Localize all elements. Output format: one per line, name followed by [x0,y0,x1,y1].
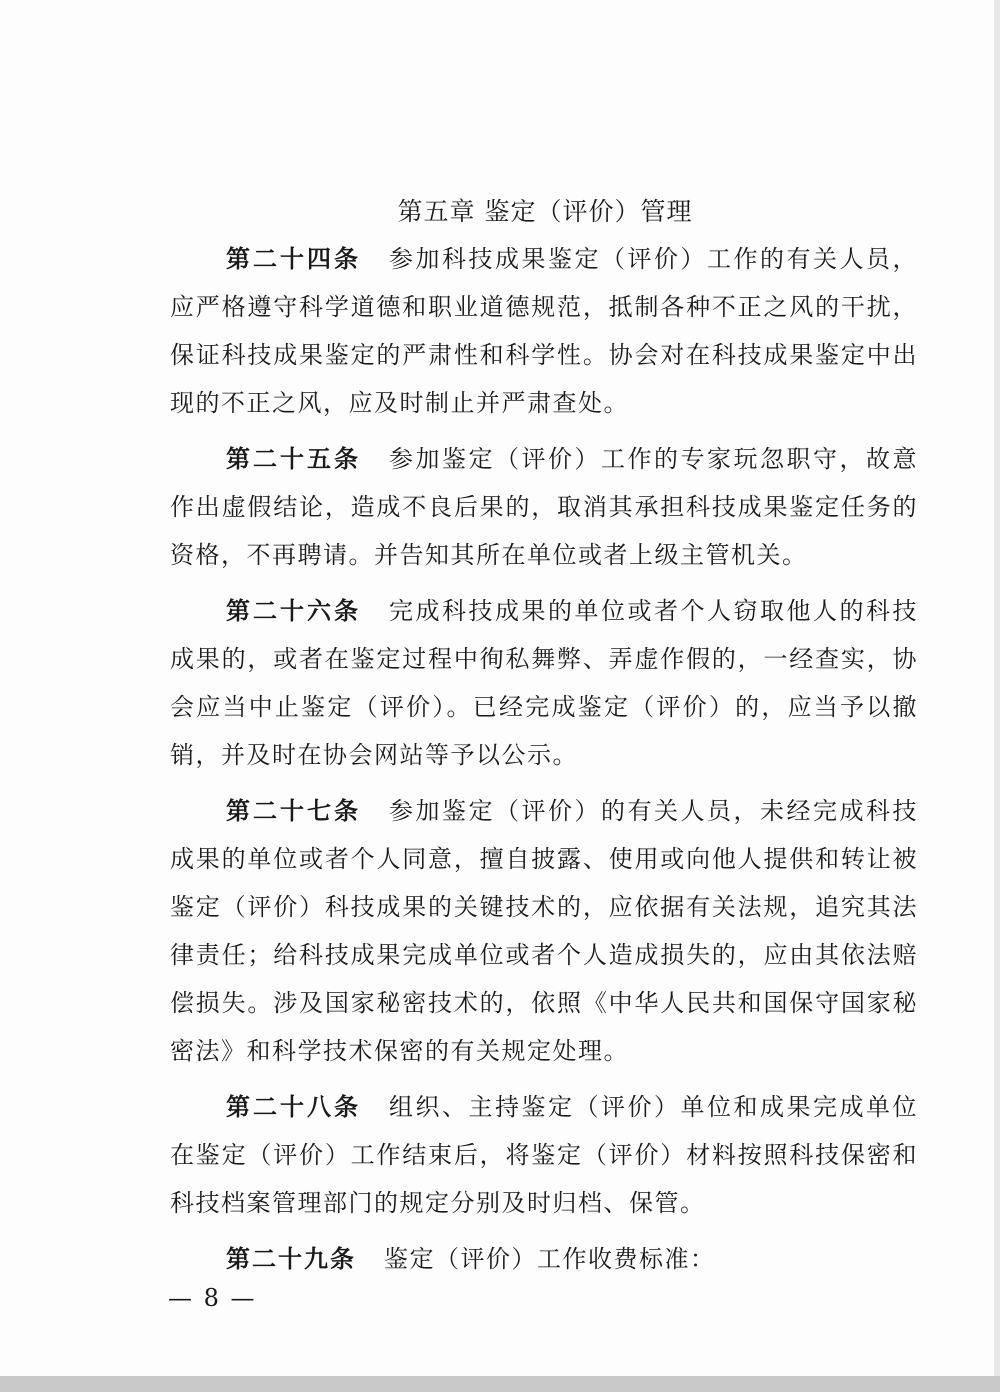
article-text: 完成科技成果的单位或者个人窃取他人的科技成果的，或者在鉴定过程中徇私舞弊、弄虚作假的，一经查实，协会应当中止鉴定（评价）。已经完成鉴定（评价）的，应当予以撤销，并及时在协会网站等予以公示。 [170,597,918,769]
article-text: 组织、主持鉴定（评价）单位和成果完成单位在鉴定（评价）工作结束后，将鉴定（评价）材料按照科技保密和科技档案管理部门的规定分别及时归档、保管。 [170,1093,918,1217]
article-26 [170,587,918,779]
article-heading: 第二十五条 [226,445,361,473]
article-text: 参加鉴定（评价）的有关人员，未经完成科技成果的单位或者个人同意，擅自披露、使用或向他人提供和转让被鉴定（评价）科技成果的关键技术的，应依据有关法规，追究其法律责任；给科技成果完成单位或者个人造成损失的，应由其依法赔偿损失。涉及国家秘密技术的，依照《中华人民共和国保守国家秘密法》和科学技术保密的有关规定处理。 [170,797,918,1065]
article-29 [170,1235,918,1283]
article-text: 参加鉴定（评价）工作的专家玩忽职守，故意作出虚假结论，造成不良后果的，取消其承担科技成果鉴定任务的资格，不再聘请。并告知其所在单位或者上级主管机关。 [170,445,918,569]
article-25 [170,435,918,579]
page-number: — 8 — [168,1284,257,1312]
article-text: 参加科技成果鉴定（评价）工作的有关人员，应严格遵守科学道德和职业道德规范，抵制各种不正之风的干扰，保证科技成果鉴定的严肃性和科学性。协会对在科技成果鉴定中出现的不正之风，应及时制止并严肃查处。 [170,245,918,417]
article-list [170,235,918,1291]
article-heading: 第二十七条 [226,797,361,825]
article-27 [170,787,918,1075]
article-heading: 第二十六条 [226,597,361,625]
article-heading: 第二十八条 [226,1093,361,1121]
article-heading: 第二十四条 [226,245,361,273]
article-text: 鉴定（评价）工作收费标准： [384,1245,716,1273]
scan-edge-shadow [994,0,1000,1392]
scan-bottom-bar [0,1376,1000,1392]
article-heading: 第二十九条 [226,1245,356,1273]
chapter-title: 第五章 鉴定（评价）管理 [397,197,693,226]
article-28 [170,1083,918,1227]
article-24 [170,235,918,427]
